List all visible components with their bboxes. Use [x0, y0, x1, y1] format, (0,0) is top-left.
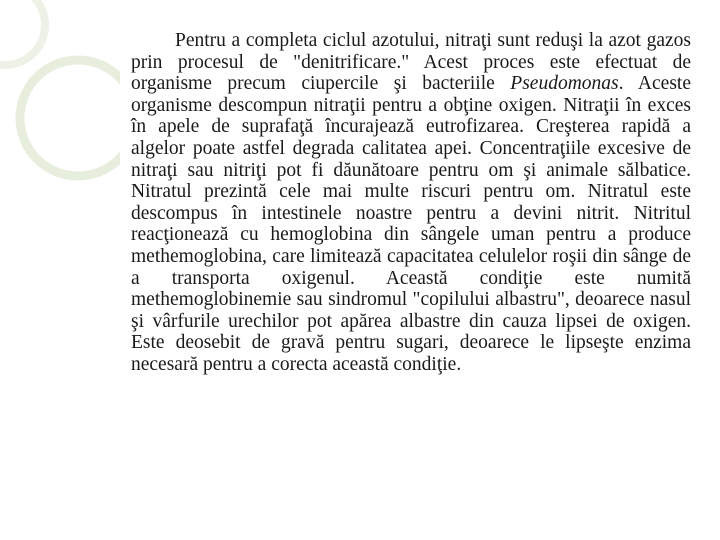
decor-circle-top — [0, 0, 45, 65]
decorative-circles — [0, 0, 120, 220]
slide-body — [131, 30, 691, 376]
species-name: Pseudomonas — [510, 73, 619, 95]
paragraph-text-part1: Pentru a completa ciclul azotului, nitraţi sunt reduşi la azot gazos prin procesul de "denitrificare." Acest proces este efectuat de organisme precum ciupercile şi bacteriile — [131, 30, 691, 95]
paragraph-text-part2: . Aceste organisme descompun nitraţii pentru a obţine oxigen. Nitraţii în exces în apele de suprafaţă încurajează eutrofizarea. Creşterea rapidă a algelor poate astfel degrada calitatea apei. Concentraţiile excesive de nitraţi sau nitriţi pot fi dăunătoare pentru om şi animale sălbatice. Nitratul prezintă cele mai multe riscuri pentru om. Nitratul este descompus în intestinele noastre pentru a devini nitrit. Nitritul reacţionează cu hemoglobina din sângele uman pentru a produce methemoglobina, care limitează capacitatea celulelor roşii din sânge de a transporta oxigenul. Această condiţie este numită methemoglobinemie sau sindromul "copilului albastru", deoarece nasul şi vârfurile urechilor pot apărea albastre din cauza lipsei de oxigen. Este deosebit de gravă pentru sugari, deoarece le lipseşte enzima necesară pentru a corecta această condiţie. — [131, 73, 691, 375]
decor-circle-bottom — [20, 60, 120, 176]
main-paragraph — [131, 30, 691, 376]
